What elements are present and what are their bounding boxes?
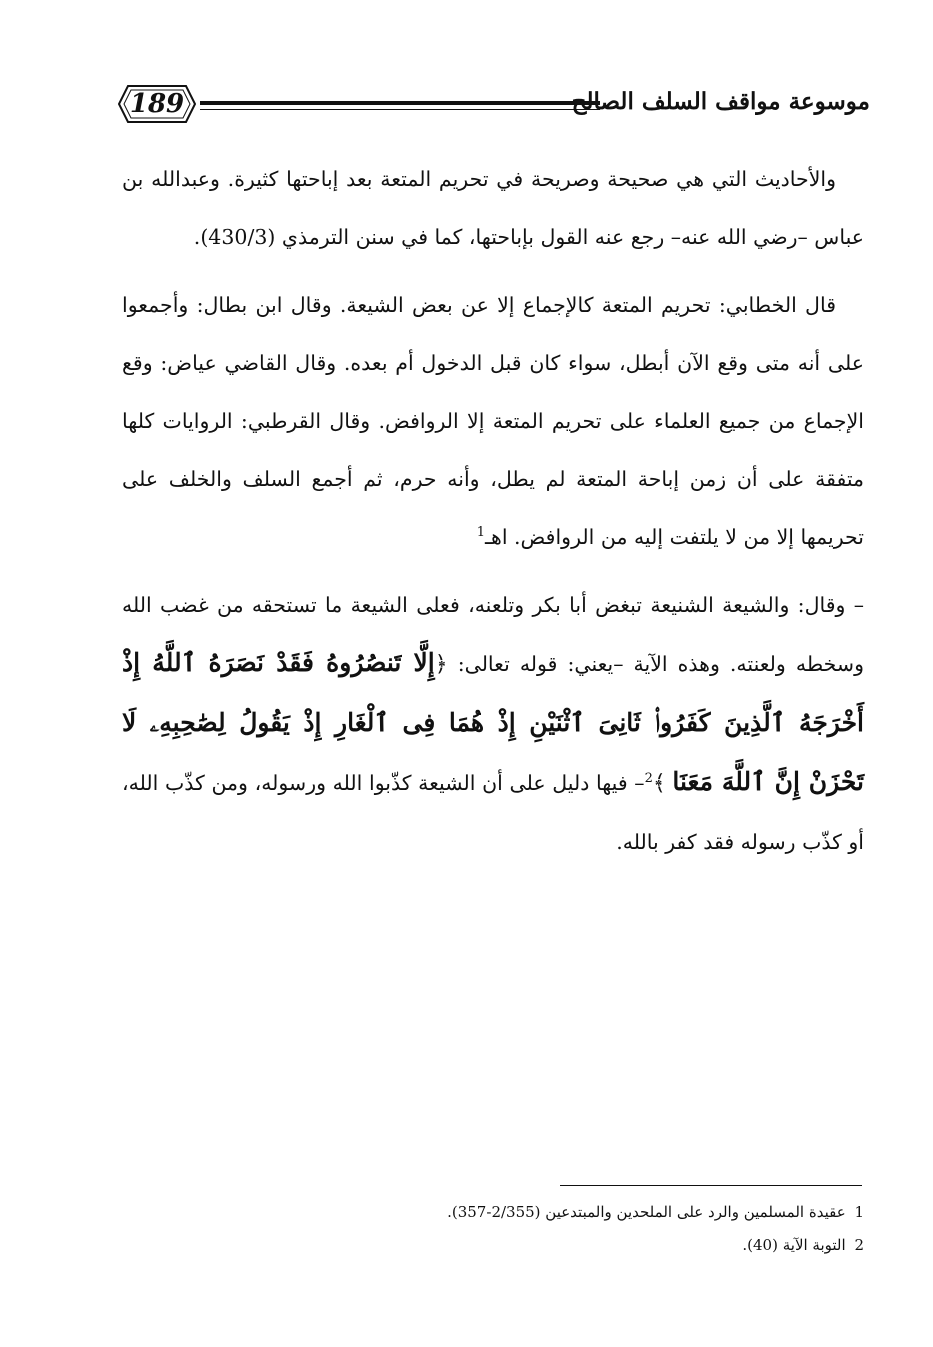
- paragraph-text: .: [193, 225, 201, 249]
- page-header: [118, 78, 870, 150]
- footnote-separator: [560, 1185, 862, 1186]
- footnote-text: التوبة الآية (40).: [742, 1236, 846, 1254]
- footnotes: [380, 1196, 864, 1262]
- citation-reference: (430/3): [200, 225, 276, 249]
- footnote-text: عقيدة المسلمين والرد على الملحدين والمبتدعين (2/355-357).: [447, 1203, 846, 1221]
- footnote-1: [380, 1196, 864, 1229]
- paragraph-1: [122, 150, 864, 266]
- footnote-2: [380, 1229, 864, 1262]
- paragraph-2: [122, 276, 864, 566]
- footnote-marker: 1: [476, 525, 486, 541]
- page-number: 189: [129, 89, 185, 119]
- page-number-badge: [118, 84, 196, 124]
- header-rule-thin: [200, 109, 600, 110]
- paragraph-text: والأحاديث التي هي صحيحة وصريحة في تحريم المتعة بعد إباحتها كثيرة. وعبدالله بن عباس –رضي الله عنه– رجع عنه القول بإباحتها، كما في سنن الترمذي: [122, 167, 864, 249]
- header-rule: [200, 101, 600, 105]
- paragraph-text: قال الخطابي: تحريم المتعة كالإجماع إلا عن بعض الشيعة. وقال ابن بطال: وأجمعوا على أنه متى وقع الآن أبطل، سواء كان قبل الدخول أم بعده. وقال القاضي عياض: وقع الإجماع من جميع العلماء على تحريم المتعة إلا الروافض. وقال القرطبي: الروايات كلها متفقة على أن زمن إباحة المتعة لم يطل، وأنه حرم، ثم أجمع السلف والخلف على تحريمها إلا من لا يلتفت إليه من الروافض. اهـ: [122, 293, 864, 549]
- footnote-number: 2: [854, 1236, 864, 1254]
- paragraph-text: – وقال: والشيعة الشنيعة تبغض أبا بكر وتلعنه، فعلى الشيعة ما تستحقه من غضب الله وسخطه ولعنته. وهذه الآية –يعني: قوله تعالى:: [122, 593, 864, 676]
- paragraph-text: – فيها دليل على أن الشيعة كذّبوا الله ورسوله، ومن كذّب الله، أو كذّب رسوله فقد كفر بالله.: [122, 771, 864, 854]
- footnote-marker: 2: [644, 771, 653, 787]
- ornate-bracket-close: ﴾: [652, 771, 666, 796]
- footnote-number: 1: [854, 1203, 864, 1221]
- ornate-bracket-open: ﴿: [434, 652, 448, 677]
- main-text: [122, 150, 864, 871]
- book-title: موسوعة مواقف السلف الصالح: [571, 88, 870, 115]
- quran-verse: إِلَّا تَنصُرُوهُ فَقَدْ نَصَرَهُ ٱللَّهُ إِذْ أَخْرَجَهُ ٱلَّذِينَ كَفَرُوا۟ ثَانِىَ ٱثْنَيْنِ إِذْ هُمَا فِى ٱلْغَارِ إِذْ يَقُولُ لِصَٰحِبِهِۦ لَا تَحْزَنْ إِنَّ ٱللَّهَ مَعَنَا: [122, 648, 864, 796]
- paragraph-3: [122, 576, 864, 871]
